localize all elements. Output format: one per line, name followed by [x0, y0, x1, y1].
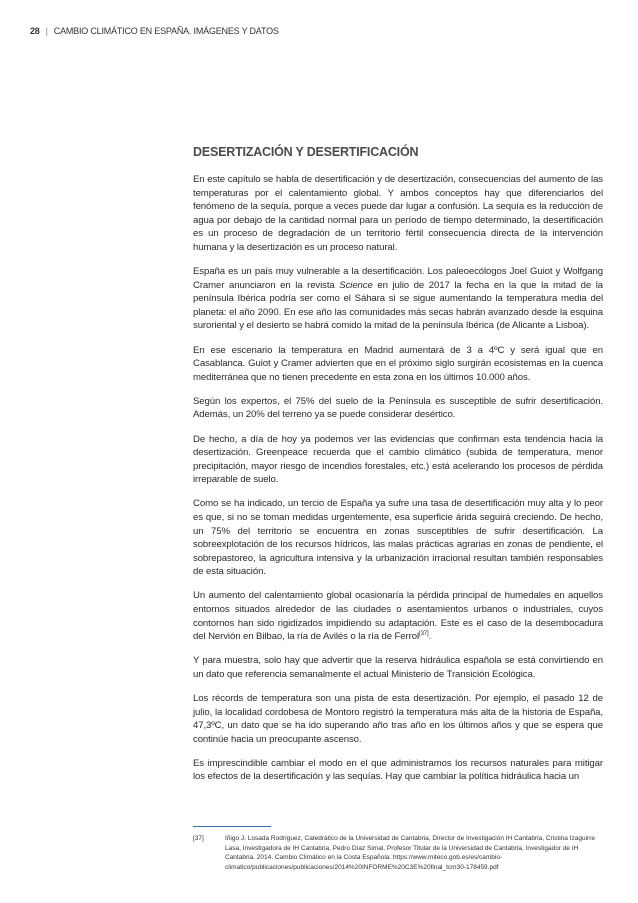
paragraph-5: De hecho, a día de hoy ya podemos ver las evidencias que confirman esta tendencia hacia la desertización. Greenpeace recuerda que el cambio climático (subida de temperatura, menor precipitación, mayor riesgo de incendios forestales, etc.) está acelerando los procesos de pérdida irreparable de suelo.: [193, 433, 603, 486]
footnote-number: [37]: [193, 835, 204, 842]
journal-name: Science: [339, 279, 373, 291]
section-title: DESERTIZACIÓN Y DESERTIFICACIÓN: [193, 145, 419, 159]
paragraph-1: En este capítulo se habla de desertificación y de desertización, consecuencias del aumento de las temperaturas por el calentamiento global. Y ambos conceptos hay que diferenciarlos del fenómeno de la sequía, porque a veces puede dar lugar a confusión. La sequía es la reducción de agua por debajo de la cantidad normal para un período de tiempo determinado, la desertificación es un proceso de degradación de un territorio fértil consecuencia directa de la intervención humana y la desertización es un proceso natural.: [193, 174, 603, 253]
footnote-text: Iñigo J. Losada Rodríguez, Catedrático de la Universidad de Cantabria, Director de Investigación IH Cantabria, Cristina Izaguirre Lasa, Investigadora de IH Cantabria, Pedro Díaz Simal, Profesor Titular de la Universidad de Cantabria, Investigador de IH Cantabria. 2014. Cambio Climático en la Costa Española. https://www.miteco.gob.es/es/cambio-climatico/publicaciones/publicaciones/2014%20INFORME%20C3E%20final_tcm30-178459.pdf: [225, 835, 595, 871]
paragraph-2: [193, 265, 603, 333]
running-title: CAMBIO CLIMÁTICO EN ESPAÑA. IMÁGENES Y DATOS: [53, 26, 279, 36]
paragraph-2-text-a: España es un país muy vulnerable a la desertificación. Los paleoecólogos Joel Guiot y Wolfgang Cramer anunciaron en la revista: [193, 266, 603, 291]
paragraph-2-text-b: en julio de 2017 la fecha en la que la mitad de la península Ibérica podría ser como el Sáhara si se sigue aumentando la temperatura media del planeta: el año 2090. En ese año las comunidades más secas habrán avanzado desde la esquina suroriental y el desierto se habrá comido la mitad de la península Ibérica (de Alicante a Lisboa).: [193, 279, 603, 332]
paragraph-8: Y para muestra, solo hay que advertir que la reserva hidráulica española se está convirtiendo en un dato que referencia semanalmente el actual Ministerio de Transición Ecológica.: [193, 655, 603, 680]
running-header: [30, 26, 279, 36]
main-content: [193, 145, 603, 795]
paragraph-3: En ese escenario la temperatura en Madrid aumentará de 3 a 4ºC y será igual que en Casablanca. Guiot y Cramer advierten que en el próximo siglo surgirán ecosistemas en la cuenca mediterránea que no tienen precedente en esta zona en los últimos 10.000 años.: [193, 344, 603, 383]
paragraph-10: Es imprescindible cambiar el modo en el que administramos los recursos naturales para mitigar los efectos de la desertificación y las sequías. Hay que cambiar la política hidráulica hacia un: [193, 757, 603, 783]
footnote-reference[interactable]: [37]: [419, 631, 429, 638]
paragraph-6: Como se ha indicado, un tercio de España ya sufre una tasa de desertificación muy alta y lo peor es que, si no se toman medidas urgentemente, esa superficie árida seguirá creciendo. De hecho, un 75% del territorio se encuentra en zonas susceptibles de sufrir desertificación. La sobreexplotación de los recursos hídricos, las malas prácticas agrarias en zonas de pendiente, el sobrepastoreo, la agricultura intensiva y la urbanización irracional resultan también responsables de esta situación.: [193, 498, 603, 578]
footnote-divider: [193, 826, 271, 827]
paragraph-4: Según los expertos, el 75% del suelo de la Península es susceptible de sufrir desertificación. Además, un 20% del terreno ya se puede considerar desértico.: [193, 395, 603, 421]
paragraph-7: [193, 589, 603, 643]
paragraph-7-text: Un aumento del calentamiento global ocasionaría la pérdida principal de humedales en aquellos entornos situados alrededor de las ciudades o asentamientos urbanos o industriales, cuyos contornos han sido rigidizados impidiendo su adaptación. Este es el caso de la desembocadura del Nervión en Bilbao, la ría de Avilés o la ría de Ferrol: [193, 590, 603, 643]
paragraph-9: Los récords de temperatura son una pista de esta desertización. Por ejemplo, el pasado 12 de julio, la localidad cordobesa de Montoro registró la temperatura más alta de la historia de España, 47,3ºC, un dato que se ha ido superando año tras año en los últimos años y que se espera que continúe hacia un preocupante ascenso.: [193, 693, 603, 745]
footnote: [193, 834, 603, 872]
paragraph-7-end: .: [428, 631, 432, 643]
header-separator: |: [45, 26, 48, 36]
page-number: 28: [30, 26, 40, 36]
